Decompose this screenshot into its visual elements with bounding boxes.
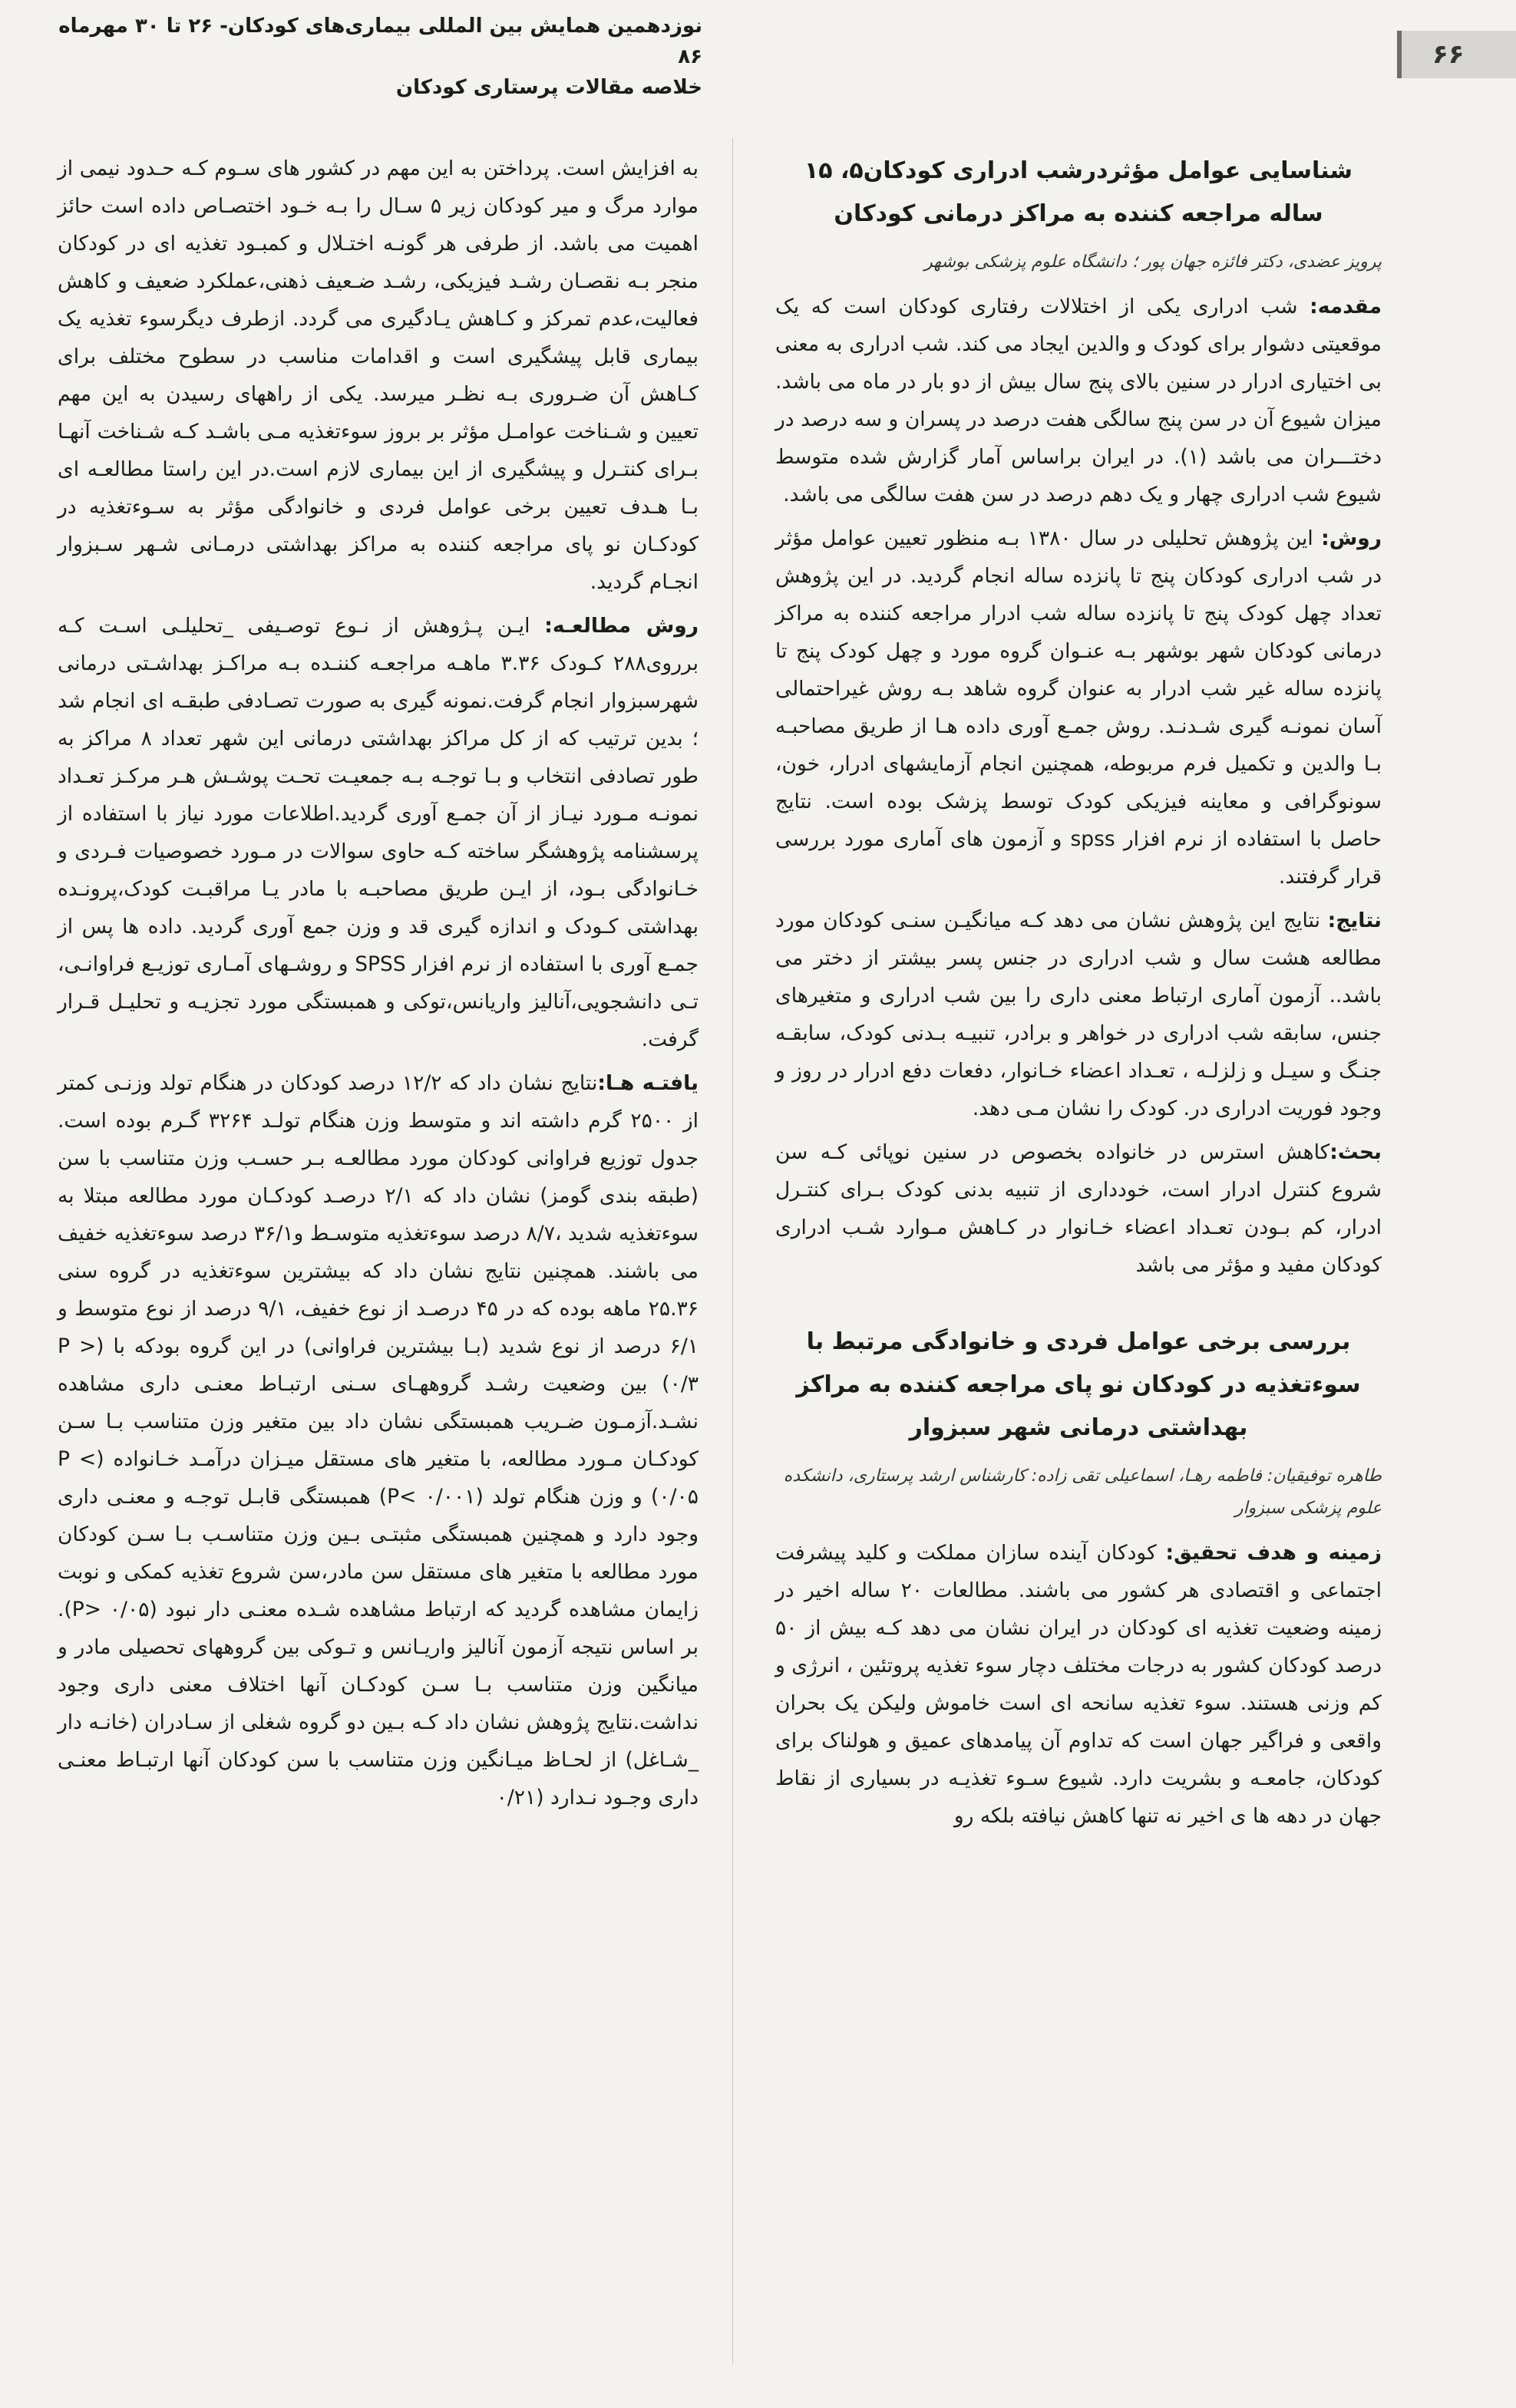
article1-method-label: روش: [1321,526,1382,550]
article1-results-label: نتایج: [1327,909,1382,932]
article1-title: شناسایی عوامل مؤثردرشب ادراری کودکان۵، ۱۵ ساله مراجعه کننده به مراکز درمانی کودکان [804,157,1353,227]
article1-results-text: نتایج این پژوهش نشان می دهد کـه میانگیـن سنـی کودکان مورد مطالعه هشت سال و شب ادراری در جنس پسر بیشتر از دختر می باشد.. آزمون آماری ارتباط معنی داری را بین شب ادراری و متغیرهای جنس، سابقه شب ادراری در خواهر و برادر، تنبیـه بـدنی کودک، سابقـه جنـگ و سیـل و زلزلـه ، تعـداد اعضاء خـانوار، دفعات دفع ادرار در روز و وجود فوریت ادراری در. کودک را نشان مـی دهد. [775,909,1382,1120]
article2-background-continued: به افزایش است. پرداختن به این مهم در کشور های سـوم کـه حـدود نیمی از موارد مرگ و میر کودکان زیر ۵ سـال را بـه خـود اختصـاص داده است حائز اهمیت می باشد. از طرفی هر گونـه اختـلال و کمبـود تغذیه ای در کودکان منجر بـه نقصـان رشـد فیزیکی، رشـد ضـعیف ذهنی،عملکرد ضعیف و کاهش فعالیت،عدم تمرکز و کـاهش یـادگیری می گردد. ازطرف دیگرسوء تغذیه یک بیماری قابل پیشگیری است و اقدامات مناسب در سطوح مختلف برای کـاهش آن ضـروری بـه نظـر میرسد. یکی از راههای رسیدن به این مهم تعیین و شـناخت عوامـل مؤثر بر بروز سوءتغذیه مـی باشـد کـه شـناخت آنهـا بـرای کنتـرل و پیشگیری از این بیماری لازم است.در این راستا مطالعـه ای بـا هـدف تعیین برخی عوامل فردی و خانوادگی مؤثر به سـوءتغذیه در کودکـان نو پای مراجعه کننده به مراکز بهداشتی درمـانی شـهر سـبزوار انجـام گردید. [58,157,699,594]
article2-authors: طاهره توفیقیان: فاطمه رهـا، اسماعیلی تقی زاده: کارشناس ارشد پرستاری، دانشکده علوم پزشکی سبزوار [783,1466,1382,1518]
article1-method-text: این پژوهش تحلیلی در سال ۱۳۸۰ بـه منظور تعیین عوامل مؤثر در شب ادراری کودکان پنج تا پانزده ساله انجام گردید. در این پژوهش تعداد چهل کودک پنج تا پانزده ساله شب ادرار مراجعه کننده به مراکز درمانی کودکان شهر بوشهر بـه عنـوان گروه مورد و چهل کودک پنج تا پانزده ساله غیر شب ادرار به عنوان گروه شاهد بـه روش غیراحتمالی آسان نمونـه گیری شـدنـد. روش جمـع آوری داده هـا از طریق مصاحبـه بـا والدین و تکمیل فرم مربوطه، همچنین انجام آزمایشهای ادرار، خون، سونوگرافی و معاینه فیزیکی کودک توسط پزشک بوده است. نتایج حاصل با استفاده از نرم افزار spss و آزمون های آماری مورد بررسی قرار گرفتند. [775,526,1382,889]
article2-findings [58,1064,699,1816]
header-line-1: نوزدهمین همایش بین المللی بیماری‌های کودکان- ۲۶ تا ۳۰ مهرماه ۸۶ [58,15,702,68]
article1-intro-text: شب ادراری یکی از اختلالات رفتاری کودکان است که یک موقعیتی دشوار برای کودک و والدین ایجاد می کند. شب ادراری به معنی بی اختیاری ادرار در سنین بالای پنج سال بیش از دو بار در ماه می باشد. میزان شیوع آن در سن پنج سالگی هفت درصد در پسران و سه درصد در دختـــران می باشد (۱). در ایران براساس آمار گزارش شده متوسط شیوع شب ادراری چهار و یک دهم درصد در سن هفت سالگی می باشد. [775,295,1382,506]
article2-background-text: کودکان آینده سازان مملکت و کلید پیشرفت اجتماعی و اقتصادی هر کشور می باشند. مطالعات ۲۰ ساله اخیر در زمینه وضعیت تغذیه ای کودکان در ایران نشان می دهد کـه بیش از ۵۰ درصد کودکان کشور به درجات مختلف دچار سوء تغذیه پروتئین ، انرژی و کم وزنی هستند. سوء تغذیه سانحه ای است خاموش ولیکن یک بحران واقعی و فراگیر جهان است که تداوم آن پیامدهای عمیق و هولناک برای کودکان، جامعـه و بشریت دارد. شیوع سـوء تغذیـه در بسیاری از نقاط جهان در دهه ها ی اخیر نه تنها کاهش نیافته بلکه رو [775,1541,1382,1828]
article2-method-label: روش مطالعـه: [544,614,699,638]
left-column [58,150,699,1822]
article1-intro [775,288,1382,513]
running-header [42,11,702,103]
spacer [775,1290,1382,1321]
article2-method [58,607,699,1058]
article2-findings-text: نتایج نشان داد که ۱۲/۲ درصد کودکان در هنگام تولد وزنـی کمتر از ۲۵۰۰ گرم داشته اند و متوسط وزن هنگام تولـد ۳۲۶۴ گـرم بوده است. جدول توزیع فراوانی کودکان مورد مطالعـه بـر حسـب وزن متناسب با سن (طبقه بندی گومز) نشان داد که ۲/۱ درصـد کودکـان مورد مطالعه مبتلا به سوءتغذیه شدید ،۸/۷ درصد سوءتغذیه متوسـط و۳۶/۱ درصد سوءتغذیه خفیف می باشند. همچنین نتایج نشان داد که بیشترین سوءتغذیه در گروه سنی ۲۵.۳۶ ماهه بوده که در ۴۵ درصـد از نوع خفیف، ۹/۱ درصد از نوع متوسط و ۶/۱ درصد از نوع شدید (بـا بیشترین فراوانی) در این گروه بودکه با (P > ۰/۳) بین وضعیت رشـد گروههـای سـنی ارتبـاط معنـی داری مشاهده نشـد.آزمـون ضـریب همبستگی نشان داد بین متغیر وزن متناسب بـا سـن کودکـان مـورد مطالعه، با متغیر های مستقل میـزان درآمـد خـانواده (P < ۰/۰۵) و وزن هنگام تولد (P< ۰/۰۰۱) همبستگی قابـل توجـه و معنـی داری وجود دارد و همچنین همبستگی مثبتـی بـین وزن متناسـب بـا سـن کودکان مورد مطالعه با متغیر های مستقل سن مادر،سن شروع تغذیه کمکی و نوبت زایمان مشاهده گردید که ارتباط مشاهده شـده معنـی دار نبود (P> ۰/۰۵). بر اساس نتیجه آزمون آنالیز واریـانس و تـوکی بین گروههای تحصیلی مادر و میانگین وزن متناسب بـا سـن کودکـان آنها اختلاف معنی داری وجود نداشت.نتایج پژوهش نشان داد کـه بـین دو گروه شغلی از سـادران (خانـه دار _شـاغل) از لحـاظ میـانگین وزن متناسب با سن کودکان آنها ارتبـاط معنـی داری وجـود نـدارد (۰/۲۱ [58,1071,699,1809]
article1-discussion [775,1133,1382,1284]
article2-method-text: ایـن پـژوهش از نـوع توصـیفی _تحلیلـی اسـت کـه برروی۲۸۸ کـودک ۳.۳۶ ماهـه مراجعـه کننـده بـه مراکـز بهداشـتی درمانی شهرسبزوار انجام گرفت.نمونه گیری به صورت تصـادفی طبقـه ای انجام شد ؛ بدین ترتیب که از کل مراکز بهداشتی درمانی این شهر تعداد ۸ مراکز به طور تصادفی انتخاب و بـا توجـه بـه جمعیـت تحـت پوشـش هـر مرکـز تعـداد نمونـه مـورد نیـاز از آن جمـع آوری گردید.اطلاعات مورد نیاز با استفاده از پرسشنامه پژوهشگر ساخته کـه حاوی سوالات در مـورد خصوصیات فـردی و خـانوادگی بـود، از ایـن طریق مصاحبـه با مادر یـا مراقبـت کودک،پرونـده بهداشتی کـودک و اندازه گیری قد و وزن جمع آوری گردید. داده ها پس از جمـع آوری با استفاده از نرم افزار SPSS و روشـهای آمـاری توزیـع فراوانـی، تـی دانشجویی،آنالیز واریانس،توکی و همبستگی مورد تجزیـه و تحلیـل قـرار گرفت. [58,614,699,1051]
article1-discussion-label: بحث: [1329,1140,1382,1164]
article1-method [775,520,1382,896]
right-column [775,150,1382,1841]
header-line-2: خلاصه مقالات پرستاری کودکان [395,76,702,99]
article2-background [775,1534,1382,1835]
article2-findings-label: یافتـه هـا: [597,1071,699,1095]
article2-background-label: زمینه و هدف تحقیق: [1165,1541,1382,1565]
article1-results [775,902,1382,1127]
page-number: ۶۶ [1397,31,1516,78]
article1-intro-label: مقدمه: [1310,295,1382,318]
column-divider [732,138,733,2363]
article2-title: بررسی برخی عوامل فردی و خانوادگی مرتبط با سوءتغذیه در کودکان نو پای مراجعه کننده به مراکز بهداشتی درمانی شهر سبزوار [796,1328,1361,1441]
article1-authors: پرویز عضدی، دکتر فائزه جهان پور ؛ دانشگاه علوم پزشکی بوشهر [924,252,1382,272]
article1-discussion-text: کاهش استرس در خانواده بخصوص در سنین نوپائی کـه سن شروع کنترل ادرار است، خودداری از تنبیه بدنی کودک بـرای کنتـرل ادرار، کم بـودن تعـداد اعضاء خـانوار در کـاهش مـوارد شـب ادراری کودکان مفید و مؤثر می باشد [775,1140,1382,1277]
